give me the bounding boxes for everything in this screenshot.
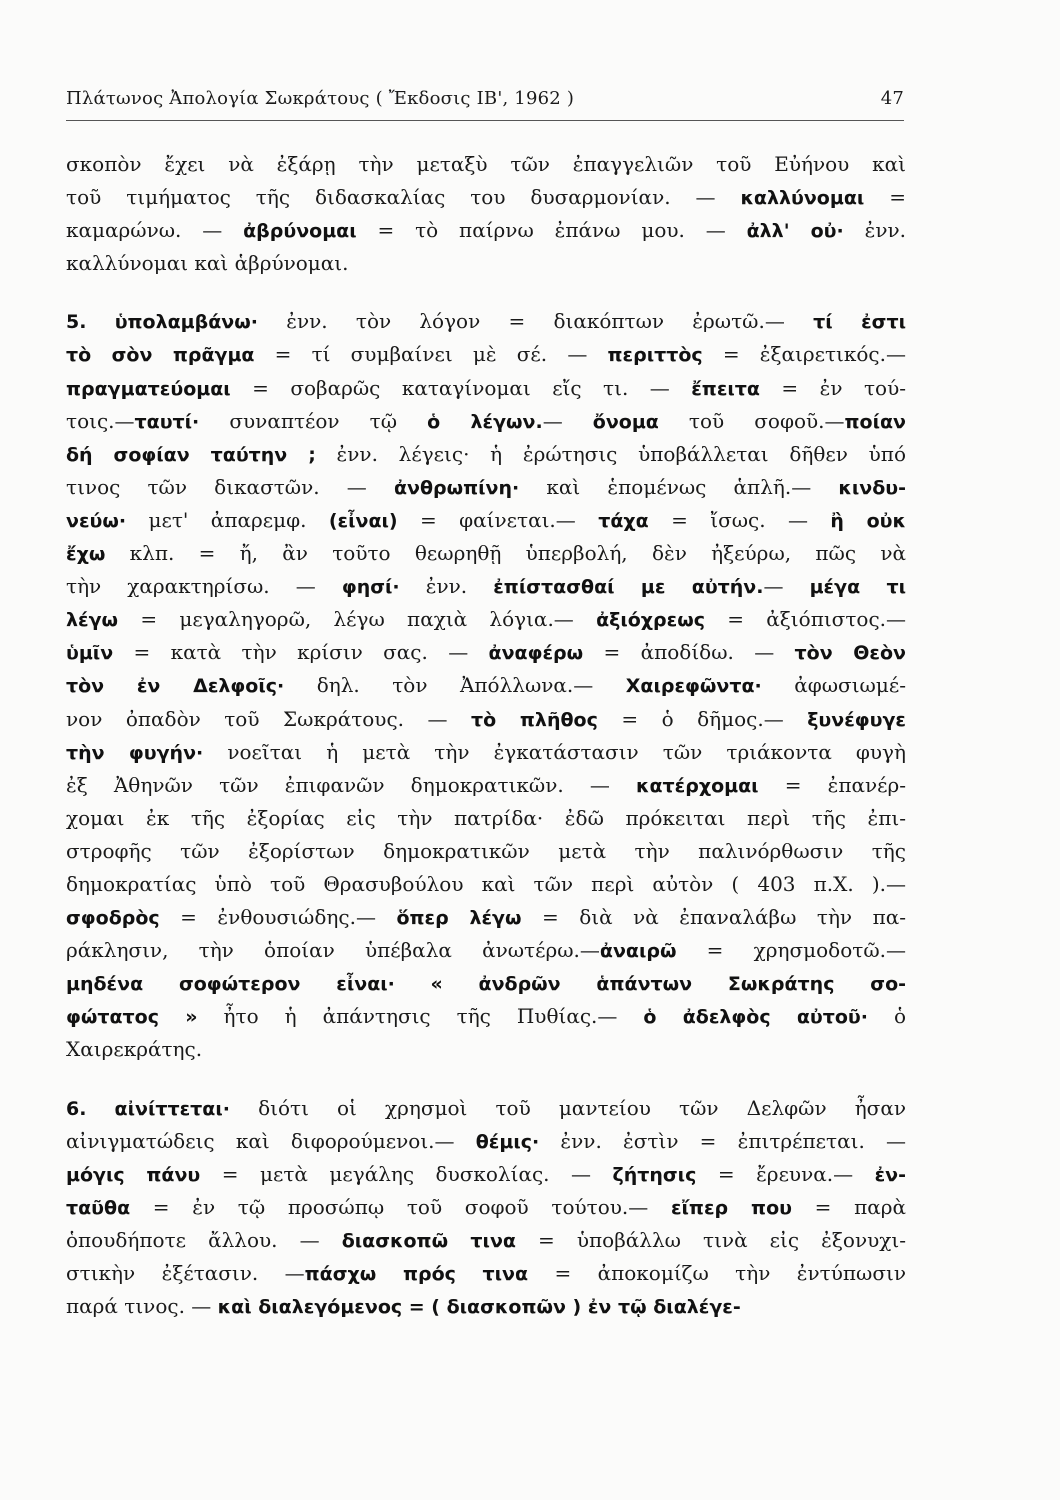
lemma-term: 5. bbox=[66, 311, 87, 334]
text-line bbox=[66, 901, 906, 934]
lemma-term: πάσχω πρός τινα bbox=[304, 1263, 529, 1285]
gloss-text: = ἐξαιρετικός.— bbox=[702, 342, 906, 367]
lemma-term: καὶ διαλεγόμενος = ( διασκοπῶν ) ἐν τῷ διαλέγε- bbox=[217, 1296, 741, 1319]
text-line bbox=[66, 1191, 906, 1224]
lemma-term: ὅπερ λέγω bbox=[396, 907, 522, 930]
gloss-text: καμαρώνω. — bbox=[66, 218, 244, 243]
gloss-text: = τὸ παίρνω ἐπάνω μου. — bbox=[356, 218, 747, 243]
gloss-text: καλλύνομαι καὶ ἁβρύνομαι. bbox=[66, 251, 349, 276]
gloss-text: = ἀποδίδω. — bbox=[583, 640, 795, 665]
gloss-text: νοεῖται ἡ μετὰ τὴν ἐγκατάστασιν τῶν τριάκοντα φυγὴ bbox=[203, 739, 906, 764]
lemma-term: ποίαν bbox=[844, 410, 906, 433]
gloss-text: ἐνν. λέγεις· ἡ ἐρώτησις ὑποβάλλεται δῆθεν ὑπό bbox=[315, 441, 906, 466]
lemma-term: φώτατος » bbox=[66, 1006, 198, 1029]
lemma-term: ἐπίστασθαί με αὐτήν. bbox=[493, 576, 764, 599]
gloss-text: ὁ bbox=[867, 1004, 906, 1029]
gloss-text: ἐνν. bbox=[399, 574, 494, 599]
lemma-term: ταυτί· bbox=[134, 410, 200, 433]
text-line bbox=[66, 247, 906, 280]
lemma-term: πραγματεύομαι bbox=[66, 377, 231, 400]
lemma-term: ὑμῖν bbox=[66, 642, 114, 665]
text-line bbox=[66, 669, 906, 702]
gloss-text: στικὴν ἐξέτασιν. — bbox=[66, 1261, 305, 1285]
text-line bbox=[66, 305, 906, 338]
gloss-text: = φαίνεται.— bbox=[397, 507, 599, 532]
lemma-term: ταῦθα bbox=[66, 1196, 131, 1219]
text-line bbox=[66, 1092, 906, 1125]
text-line bbox=[66, 181, 906, 214]
gloss-text bbox=[86, 1096, 114, 1120]
lemma-term: αἰνίττεται· bbox=[114, 1097, 230, 1120]
text-line bbox=[66, 835, 906, 868]
gloss-text: τινος τῶν δικαστῶν. — bbox=[66, 474, 394, 499]
text-line bbox=[66, 537, 906, 570]
lemma-term: τὸν ἐν Δελφοῖς· bbox=[66, 675, 285, 698]
lemma-term: « ἀνδρῶν ἁπάντων Σωκράτης σο- bbox=[430, 973, 907, 996]
lemma-term: κατέρχομαι bbox=[635, 774, 759, 797]
gloss-text: σκοπὸν ἔχει νὰ ἐξάρῃ τὴν μεταξὺ τῶν ἐπαγγελιῶν τοῦ Εὐήνου καὶ bbox=[66, 152, 906, 176]
gloss-text: = παρὰ bbox=[791, 1194, 906, 1219]
lemma-term: διασκοπῶ τινα bbox=[341, 1229, 516, 1252]
gloss-text: ἐνν. bbox=[843, 218, 906, 243]
lemma-term: ὑπολαμβάνω· bbox=[114, 311, 258, 334]
gloss-text: Χαιρεκράτης. bbox=[66, 1037, 203, 1062]
gloss-text: = κατὰ τὴν κρίσιν σας. — bbox=[113, 640, 489, 665]
gloss-text: ράκλησιν, τὴν ὁποίαν ὑπέβαλα ἀνωτέρω.— bbox=[66, 938, 600, 963]
lemma-term: 6. bbox=[66, 1097, 87, 1120]
text-line bbox=[66, 1033, 906, 1066]
gloss-text: ἐξ Ἀθηνῶν τῶν ἐπιφανῶν δημοκρατικῶν. — bbox=[66, 772, 636, 797]
lemma-term: τὸ πλῆθος bbox=[470, 708, 598, 731]
gloss-text: τὴν χαρακτηρίσω. — bbox=[66, 574, 342, 599]
lemma-term: ἀλλ' οὐ· bbox=[746, 220, 844, 243]
gloss-text: δηλ. τὸν Ἀπόλλωνα.— bbox=[284, 673, 626, 698]
text-line bbox=[66, 1224, 906, 1257]
gloss-text: — bbox=[763, 574, 810, 599]
gloss-text: αἰνιγματώδεις καὶ διφορούμενοι.— bbox=[66, 1128, 476, 1153]
text-line bbox=[66, 868, 906, 901]
header-title: Πλάτωνος Ἀπολογία Σωκράτους ( Ἔκδοσις ΙΒ', 1962 ) bbox=[66, 88, 575, 109]
lemma-term: σφοδρὸς bbox=[66, 907, 160, 930]
gloss-text: καὶ ἑπομένως ἁπλῆ.— bbox=[519, 474, 839, 499]
text-line bbox=[66, 214, 906, 247]
lemma-term: καλλύνομαι bbox=[740, 187, 865, 210]
lemma-term: ἐν- bbox=[874, 1163, 906, 1186]
gloss-text bbox=[395, 971, 431, 995]
lemma-term: μέγα τι bbox=[809, 576, 907, 599]
lemma-term: περιττὸς bbox=[607, 344, 703, 367]
text-line bbox=[66, 438, 906, 471]
gloss-text: = ἴσως. — bbox=[648, 507, 831, 532]
gloss-text: τοῦ σοφοῦ.— bbox=[658, 408, 845, 433]
gloss-text: παρά τινος. — bbox=[66, 1294, 218, 1319]
text-line bbox=[66, 504, 906, 537]
text-line bbox=[66, 967, 906, 1000]
text-line bbox=[66, 405, 906, 438]
lemma-term: ἔπειτα bbox=[691, 377, 760, 400]
text-line bbox=[66, 1158, 906, 1191]
gloss-text: μετ' ἀπαρεμφ. bbox=[126, 507, 329, 532]
commentary-text bbox=[66, 148, 906, 1323]
gloss-text: στροφῆς τῶν ἐξορίστων δημοκρατικῶν μετὰ τὴν παλινόρθωσιν τῆς bbox=[66, 838, 906, 863]
text-line bbox=[66, 471, 906, 504]
gloss-text: = μετὰ μεγάλης δυσκολίας. — bbox=[200, 1161, 613, 1186]
lemma-term: ἀναιρῶ bbox=[599, 940, 677, 963]
gloss-text: = ἔρευνα.— bbox=[696, 1161, 875, 1186]
text-line bbox=[66, 148, 906, 181]
text-line bbox=[66, 1000, 906, 1033]
text-line bbox=[66, 769, 906, 802]
text-line bbox=[66, 603, 906, 636]
text-line bbox=[66, 570, 906, 603]
lemma-term: τὴν φυγήν· bbox=[66, 741, 204, 764]
gloss-text: = bbox=[864, 185, 906, 210]
text-line bbox=[66, 736, 906, 769]
gloss-text: χομαι ἐκ τῆς ἐξορίας εἰς τὴν πατρίδα· ἐδῶ πρόκειται περὶ τῆς ἐπι- bbox=[66, 805, 906, 830]
text-line bbox=[66, 703, 906, 736]
lemma-term: τάχα bbox=[598, 509, 649, 532]
gloss-text: = ὁ δῆμος.— bbox=[597, 706, 808, 731]
gloss-text: = σοβαρῶς καταγίνομαι εἴς τι. — bbox=[230, 375, 692, 400]
lemma-term: ἀναφέρω bbox=[488, 642, 584, 665]
gloss-text: διότι οἱ χρησμοὶ τοῦ μαντείου τῶν Δελφῶν ἦσαν bbox=[229, 1095, 906, 1120]
gloss-text: τοις.— bbox=[66, 408, 135, 433]
text-line bbox=[66, 372, 906, 405]
gloss-text: ἦτο ἡ ἀπάντησις τῆς Πυθίας.— bbox=[197, 1004, 644, 1029]
lemma-term: ἢ οὐκ bbox=[830, 509, 906, 532]
lemma-term: ζήτησις bbox=[612, 1163, 697, 1186]
lemma-term: ἀνθρωπίνη· bbox=[393, 476, 520, 499]
gloss-text: = ἀποκομίζω τὴν ἐντύπωσιν bbox=[528, 1261, 906, 1285]
gloss-text: νον ὀπαδὸν τοῦ Σωκράτους. — bbox=[66, 706, 471, 731]
lemma-term: τί ἐστι bbox=[813, 311, 907, 334]
gloss-text: ἀφωσιωμέ- bbox=[761, 673, 906, 698]
text-line bbox=[66, 934, 906, 967]
lemma-term: ξυνέφυγε bbox=[807, 708, 906, 731]
gloss-text: τοῦ τιμήματος τῆς διδασκαλίας του δυσαρμονίαν. — bbox=[66, 185, 741, 210]
text-line bbox=[66, 338, 906, 371]
gloss-text: = μεγαληγορῶ, λέγω παχιὰ λόγια.— bbox=[118, 607, 597, 632]
text-line bbox=[66, 1257, 906, 1290]
lemma-term: θέμις· bbox=[475, 1130, 540, 1153]
lemma-term: (εἶναι) bbox=[328, 509, 398, 532]
lemma-term: εἴπερ που bbox=[670, 1196, 792, 1219]
lemma-term: τὸν Θεὸν bbox=[794, 642, 906, 665]
gloss-text: = διὰ νὰ ἐπαναλάβω τὴν πα- bbox=[521, 905, 906, 930]
gloss-text bbox=[86, 309, 114, 333]
gloss-text: = χρησμοδοτῶ.— bbox=[676, 938, 906, 963]
lemma-term: Χαιρεφῶντα· bbox=[625, 675, 762, 698]
gloss-text: ὁπουδήποτε ἄλλου. — bbox=[66, 1227, 342, 1252]
lemma-term: ἀξιόχρεως bbox=[596, 609, 706, 632]
lemma-term: μηδένα σοφώτερον εἶναι· bbox=[66, 973, 395, 996]
lemma-term: ἀβρύνομαι bbox=[243, 220, 357, 243]
gloss-text: — bbox=[542, 408, 593, 433]
lemma-term: κινδυ- bbox=[838, 476, 906, 499]
gloss-text: = ὑποβάλλω τινὰ εἰς ἐξονυχι- bbox=[515, 1227, 906, 1252]
lemma-term: τὸ σὸν πρᾶγμα bbox=[66, 344, 255, 367]
lemma-term: ὄνομα bbox=[592, 410, 659, 433]
gloss-text: = ἐνθουσιώδης.— bbox=[159, 905, 397, 930]
gloss-text: = ἐν τού- bbox=[759, 375, 907, 400]
lemma-term: ὁ λέγων. bbox=[427, 410, 543, 433]
lemma-term: νεύω· bbox=[66, 509, 127, 532]
lemma-term: ὁ ἀδελφὸς αὐτοῦ· bbox=[643, 1006, 868, 1029]
gloss-text: = ἐν τῷ προσώπῳ τοῦ σοφοῦ τούτου.— bbox=[130, 1194, 671, 1219]
lemma-term: φησί· bbox=[341, 576, 400, 599]
gloss-text: = τί συμβαίνει μὲ σέ. — bbox=[254, 342, 608, 367]
gloss-text: δημοκρατίας ὑπὸ τοῦ Θρασυβούλου καὶ τῶν περὶ αὐτὸν ( 403 π.Χ. ).— bbox=[66, 871, 906, 896]
lemma-term: μόγις πάνυ bbox=[66, 1163, 201, 1186]
gloss-text: = ἀξιόπιστος.— bbox=[705, 607, 906, 632]
gloss-text: ἐνν. ἐστὶν = ἐπιτρέπεται. — bbox=[539, 1128, 907, 1153]
text-line bbox=[66, 802, 906, 835]
text-line bbox=[66, 1290, 906, 1323]
gloss-text: ἐνν. τὸν λόγον = διακόπτων ἐρωτῶ.— bbox=[258, 309, 814, 334]
gloss-text: κλπ. = ἤ, ἂν τοῦτο θεωρηθῇ ὑπερβολή, δὲν ἠξεύρω, πῶς νὰ bbox=[105, 541, 906, 566]
lemma-term: λέγω bbox=[66, 609, 119, 632]
lemma-term: δή σοφίαν ταύτην ; bbox=[66, 443, 316, 466]
gloss-text: = ἐπανέρ- bbox=[758, 772, 906, 797]
text-line bbox=[66, 636, 906, 669]
lemma-term: ἔχω bbox=[66, 543, 106, 566]
page-number: 47 bbox=[880, 88, 904, 109]
text-line bbox=[66, 1125, 906, 1158]
gloss-text: συναπτέον τῷ bbox=[199, 408, 428, 433]
header-rule bbox=[66, 120, 904, 121]
